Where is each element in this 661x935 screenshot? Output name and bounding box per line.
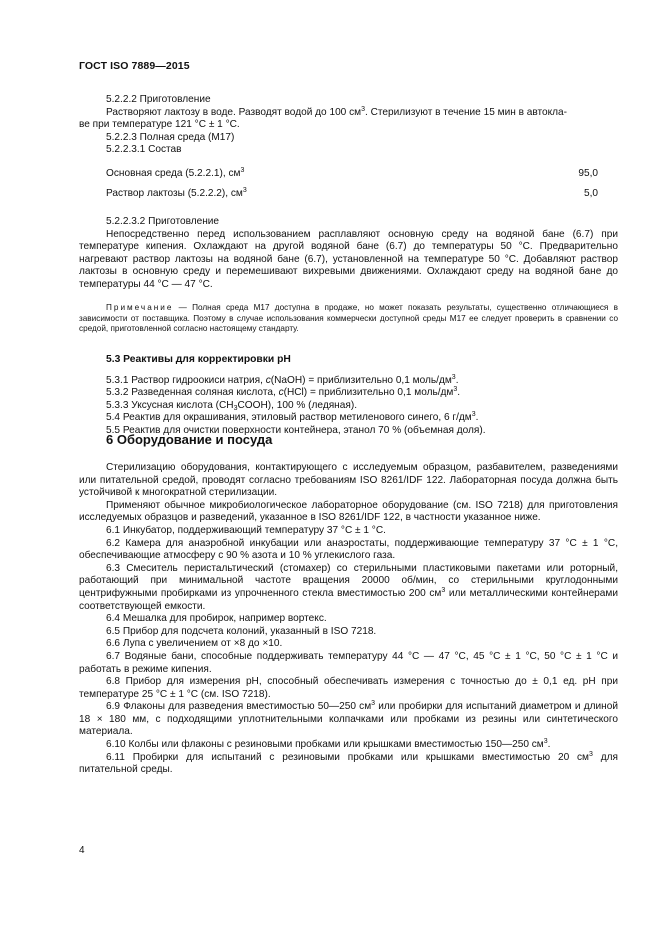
heading-5-2-2-3: 5.2.2.3 Полная среда (М17)	[106, 131, 235, 143]
item-5-4: 5.4 Реактив для окрашивания, этиловый раствор метиленового синего, 6 $г/дм^3$.	[106, 411, 479, 424]
item-6-3: 6.3 Смеситель перистальтический (стомахер) со стерильными пластиковыми пакетами или роторный, работающий при минимальной частоте вращения 20000 об/мин, со стерильными круглодонными центрифужными пробирками из упрочненного стекла вместимостью 200 $см^3$ или металлическими контейнерами соответствующей емкости.	[79, 562, 618, 612]
section-6-body	[79, 462, 618, 777]
composition-value: 5,0	[583, 188, 598, 199]
paragraph-preparation: Непосредственно перед использованием расплавляют основную среду на водяной бане (6.7) при температуре кипения. Охлаждают на другой водяной бане (6.7) до температуры 50 °С. Предварительно нагревают раствор лактозы на водяной бане (6.7), установленной на температуре 50 °С. Добавляют раствор лактозы в основную среду и перемешивают вихревыми движениями. Охлаждают среду на водяной бане до температуры 44 °С — 47 °С.	[79, 228, 618, 290]
heading-6: 6 Оборудование и посуда	[106, 432, 273, 447]
item-6-2: 6.2 Камера для анаэробной инкубации или анаэростаты, поддерживающие температуру 37 °С ± 1 °С, обеспечивающие атмосферу с 90 % азота и 10 % углекислого газа.	[79, 537, 618, 562]
heading-5-2-2-3-1: 5.2.2.3.1 Состав	[106, 144, 182, 156]
item-5-3-3: 5.3.3 Уксусная кислота $(CH_3COOH)$, 100 % (ледяная).	[106, 399, 357, 412]
paragraph-equipment: Применяют обычное микробиологическое лабораторное оборудование (см. ISO 7218) для приготовления исследуемых образцов и разведений, указанное в ISO 8261/IDF 122, в частности указанное ниже.	[79, 499, 618, 524]
item-5-5: 5.5 Реактив для очистки поверхности контейнера, этанол 70 % (объемная доля).	[106, 424, 486, 436]
item-6-4: 6.4 Мешалка для пробирок, например вортекс.	[106, 613, 327, 625]
composition-value: 95,0	[578, 168, 598, 179]
standard-header: ГОСТ ISO 7889—2015	[79, 60, 190, 72]
note-block	[79, 303, 618, 335]
item-5-3-1: 5.3.1 Раствор гидроокиси натрия, c(NaOH) = приблизительно 0,1 моль/$дм^3$.	[106, 373, 459, 386]
composition-row: Основная среда (5.2.2.1), $см^3$ 95,0	[106, 167, 598, 179]
composition-label: Раствор лактозы (5.2.2.2), см	[106, 188, 243, 199]
item-6-1: 6.1 Инкубатор, поддерживающий температуру 37 °С ± 1 °С.	[106, 524, 386, 536]
section-5-2-2-2	[79, 94, 618, 157]
section-6	[79, 434, 618, 447]
item-6-7: 6.7 Водяные бани, способные поддерживать температуру 44 °С — 47 °С, 45 °С ± 1 °С, 50 °С ± 1 °С и работать в режиме кипения.	[79, 650, 618, 675]
item-6-11: 6.11 Пробирки для испытаний с резиновыми пробками или крышками вместимостью 20 $см^3$ для питательной среды.	[79, 750, 618, 776]
composition-table	[79, 168, 618, 201]
item-6-8: 6.8 Прибор для измерения рН, способный обеспечивать измерения с точностью до ± 0,1 ед. рН при температуре 25 °С ± 1 °С (см. ISO 7218).	[79, 676, 618, 700]
note-text: — Полная среда М17 доступна в продаже, но может показать результаты, существенно отличающиеся в зависимости от поставщика. Поэтому в случае использования коммерчески доступной среды М17 ее следует проверить в сравнении со средой, приготовленной согласно настоящему стандарту.	[79, 303, 618, 334]
page-number: 4	[79, 845, 85, 856]
heading-5-2-2-3-2: 5.2.2.3.2 Приготовление	[106, 216, 220, 227]
paragraph-5-2-2-2-line1: Растворяют лактозу в воде. Разводят водой до 100 $см^3$. Стерилизуют в течение 15 мин в автокла-	[106, 105, 568, 118]
heading-5-2-2-2: 5.2.2.2 Приготовление	[106, 94, 211, 105]
item-6-5: 6.5 Прибор для подсчета колоний, указанный в ISO 7218.	[106, 625, 377, 637]
paragraph-sterilization: Стерилизацию оборудования, контактирующего с исследуемым образцом, разбавителем, разведениями или питательной средой, проводят согласно требованиям ISO 8261/IDF 122. Лабораторная посуда должна быть устойчивой к многократной стерилизации.	[79, 462, 618, 499]
composition-label: Основная среда (5.2.2.1), см	[106, 168, 241, 179]
heading-5-3: 5.3 Реактивы для корректировки рН	[106, 354, 291, 365]
composition-row: Раствор лактозы (5.2.2.2), $см^3$ 5,0	[106, 187, 598, 199]
item-6-10: 6.10 Колбы или флаконы с резиновыми пробками или крышками вместимостью 150—250 $см^3$.	[106, 738, 551, 751]
section-5-3	[79, 354, 618, 438]
item-6-6: 6.6 Лупа с увеличением от ×8 до ×10.	[106, 638, 283, 650]
note-label: Примечание	[106, 303, 174, 312]
item-5-3-2: 5.3.2 Разведенная соляная кислота, c(HCl) = приблизительно 0,1 моль/$дм^3$.	[106, 386, 461, 399]
section-5-2-2-3-2	[79, 216, 618, 292]
note-paragraph	[79, 303, 618, 335]
paragraph-5-2-2-2-line2: ве при температуре 121 °С ± 1 °С.	[79, 119, 240, 131]
item-6-9: 6.9 Флаконы для разведения вместимостью 50—250 $см^3$ или пробирки для испытаний диаметром и длиной 18 × 180 мм, с подходящими уплотнительными колпачками или пробками из резины или синтетического материала.	[79, 700, 619, 738]
